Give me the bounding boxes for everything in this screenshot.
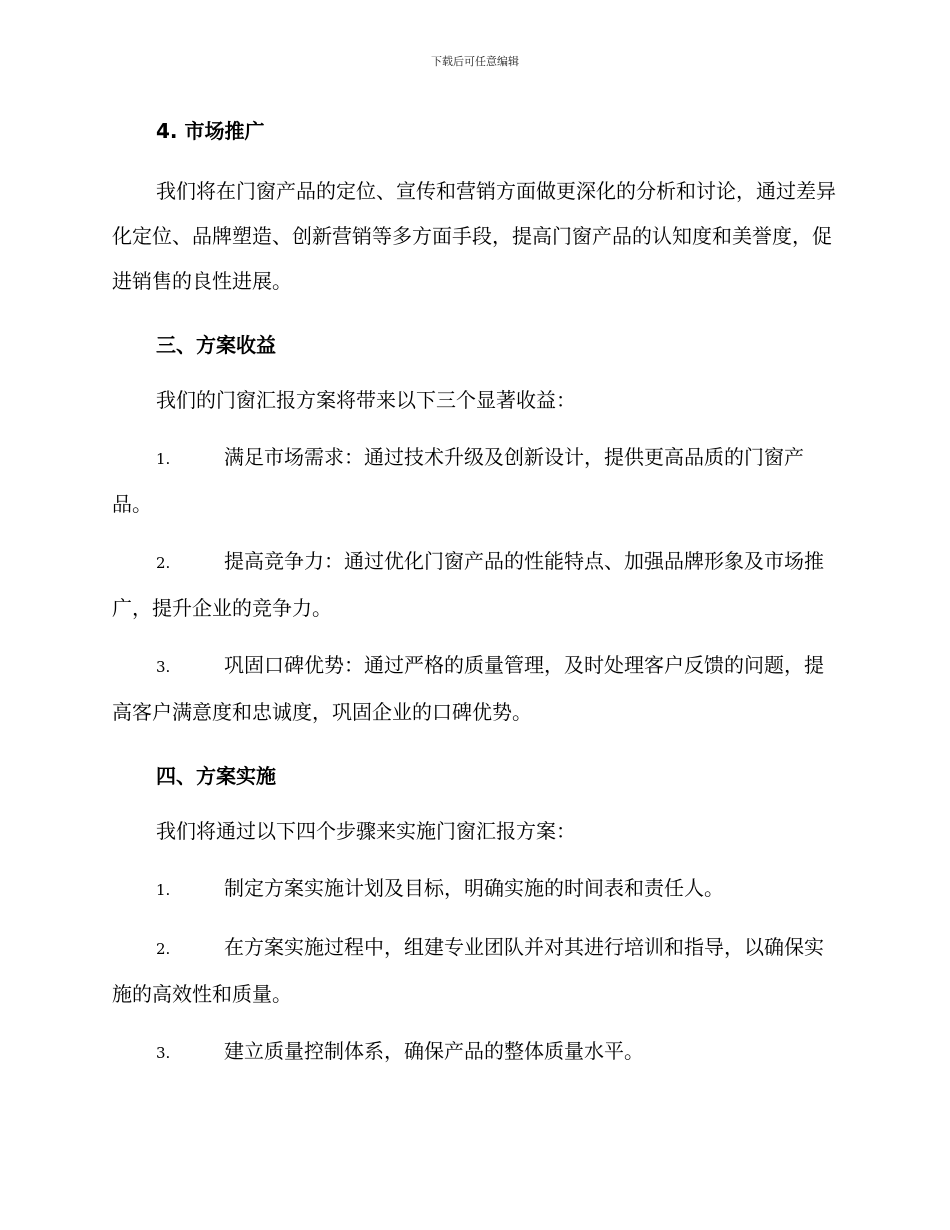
list-item-text: 提高竞争力：通过优化门窗产品的性能特点、加强品牌形象及市场推广，提升企业的竞争力。 — [112, 549, 824, 620]
impl-item-1 — [112, 866, 838, 913]
benefit-item-1 — [112, 435, 838, 527]
section-heading-market: 4. 市场推广 — [156, 119, 265, 143]
list-number: 1. — [156, 450, 171, 468]
benefits-intro: 我们的门窗汇报方案将带来以下三个显著收益： — [156, 388, 576, 412]
list-number: 1. — [156, 881, 171, 899]
list-number: 3. — [156, 658, 171, 676]
list-number: 3. — [156, 1044, 171, 1062]
implementation-intro: 我们将通过以下四个步骤来实施门窗汇报方案： — [156, 819, 576, 843]
list-item-text: 制定方案实施计划及目标，明确实施的时间表和责任人。 — [224, 876, 724, 900]
list-item-text: 建立质量控制体系，确保产品的整体质量水平。 — [224, 1039, 644, 1063]
document-body — [112, 112, 838, 1076]
benefit-item-2 — [112, 539, 838, 631]
section-heading-benefits: 三、方案收益 — [156, 333, 276, 357]
list-number: 2. — [156, 940, 171, 958]
list-item-text: 在方案实施过程中，组建专业团队并对其进行培训和指导，以确保实施的高效性和质量。 — [112, 935, 824, 1006]
impl-item-2 — [112, 925, 838, 1017]
list-item-text: 巩固口碑优势：通过严格的质量管理，及时处理客户反馈的问题，提高客户满意度和忠诚度，巩固企业的口碑优势。 — [112, 653, 824, 724]
section-heading-implementation: 四、方案实施 — [156, 764, 276, 788]
impl-item-3 — [112, 1029, 838, 1076]
list-number: 2. — [156, 554, 171, 572]
market-paragraph: 我们将在门窗产品的定位、宣传和营销方面做更深化的分析和讨论，通过差异化定位、品牌塑造、创新营销等多方面手段，提高门窗产品的认知度和美誉度，促进销售的良性进展。 — [112, 179, 836, 293]
list-item-text: 满足市场需求：通过技术升级及创新设计，提供更高品质的门窗产品。 — [112, 445, 804, 516]
benefit-item-3 — [112, 643, 838, 735]
header-note: 下载后可任意编辑 — [431, 55, 519, 68]
